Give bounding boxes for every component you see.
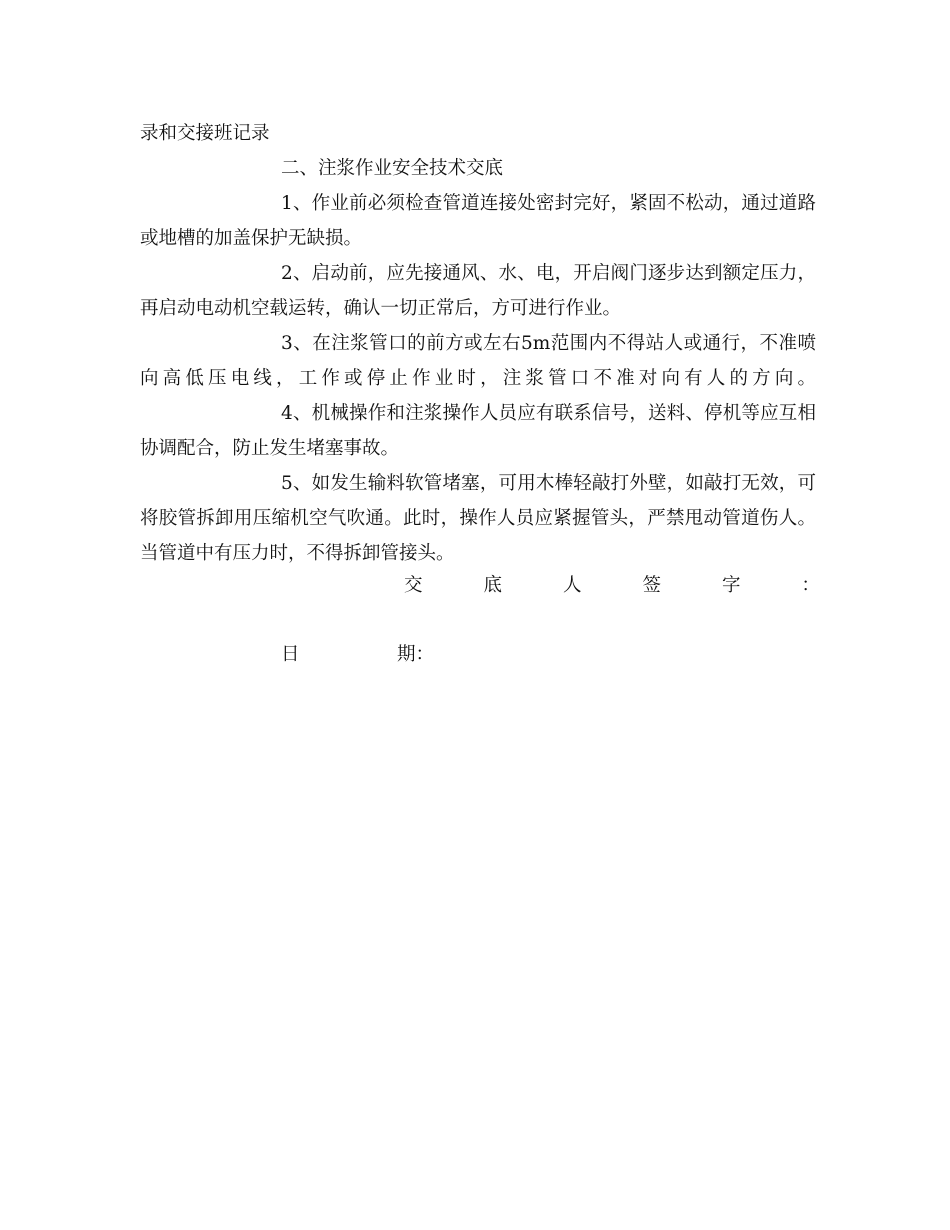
item-5-line-1: 5、如发生输料软管堵塞，可用木棒轻敲打外壁，如敲打无效，可 [281, 473, 816, 494]
signature-char: 字 [721, 575, 741, 596]
signature-char: 签 [642, 575, 661, 596]
item-2-line-1: 2、启动前，应先接通风、水、电，开启阀门逐步达到额定压力， [281, 263, 816, 284]
document-body [140, 116, 816, 571]
item-5-line-2: 将胶管拆卸用压缩机空气吹通。此时，操作人员应紧握管头，严禁甩动管道伤人。 [140, 508, 816, 529]
date-label-part-1: 日 [281, 644, 300, 665]
signature-char: ： [801, 575, 820, 596]
item-3-line-2: 向高低压电线，工作或停止作业时，注浆管口不准对向有人的方向。 [140, 368, 816, 389]
item-3-line-1: 3、在注浆管口的前方或左右5m范围内不得站人或通行，不准喷 [281, 333, 816, 354]
item-4-line-1: 4、机械操作和注浆操作人员应有联系信号，送料、停机等应互相 [281, 403, 816, 424]
item-1-line-1: 1、作业前必须检查管道连接处密封完好，紧固不松动，通过道路 [281, 193, 816, 214]
item-2-line-2: 再启动电动机空载运转，确认一切正常后，方可进行作业。 [140, 298, 622, 319]
section-heading: 二、注浆作业安全技术交底 [281, 158, 504, 179]
item-5-line-3: 当管道中有压力时，不得拆卸管接头。 [140, 543, 455, 564]
item-1-line-2: 或地槽的加盖保护无缺损。 [140, 228, 363, 249]
signature-char: 交 [404, 575, 423, 596]
date-label-part-2: 期： [397, 644, 435, 665]
signature-char: 底 [483, 575, 502, 596]
item-4-line-2: 协调配合，防止发生堵塞事故。 [140, 438, 400, 459]
signature-label [404, 568, 820, 603]
paragraph-continuation-line: 录和交接班记录 [140, 123, 270, 144]
signature-char: 人 [562, 575, 582, 596]
date-label [281, 637, 434, 672]
